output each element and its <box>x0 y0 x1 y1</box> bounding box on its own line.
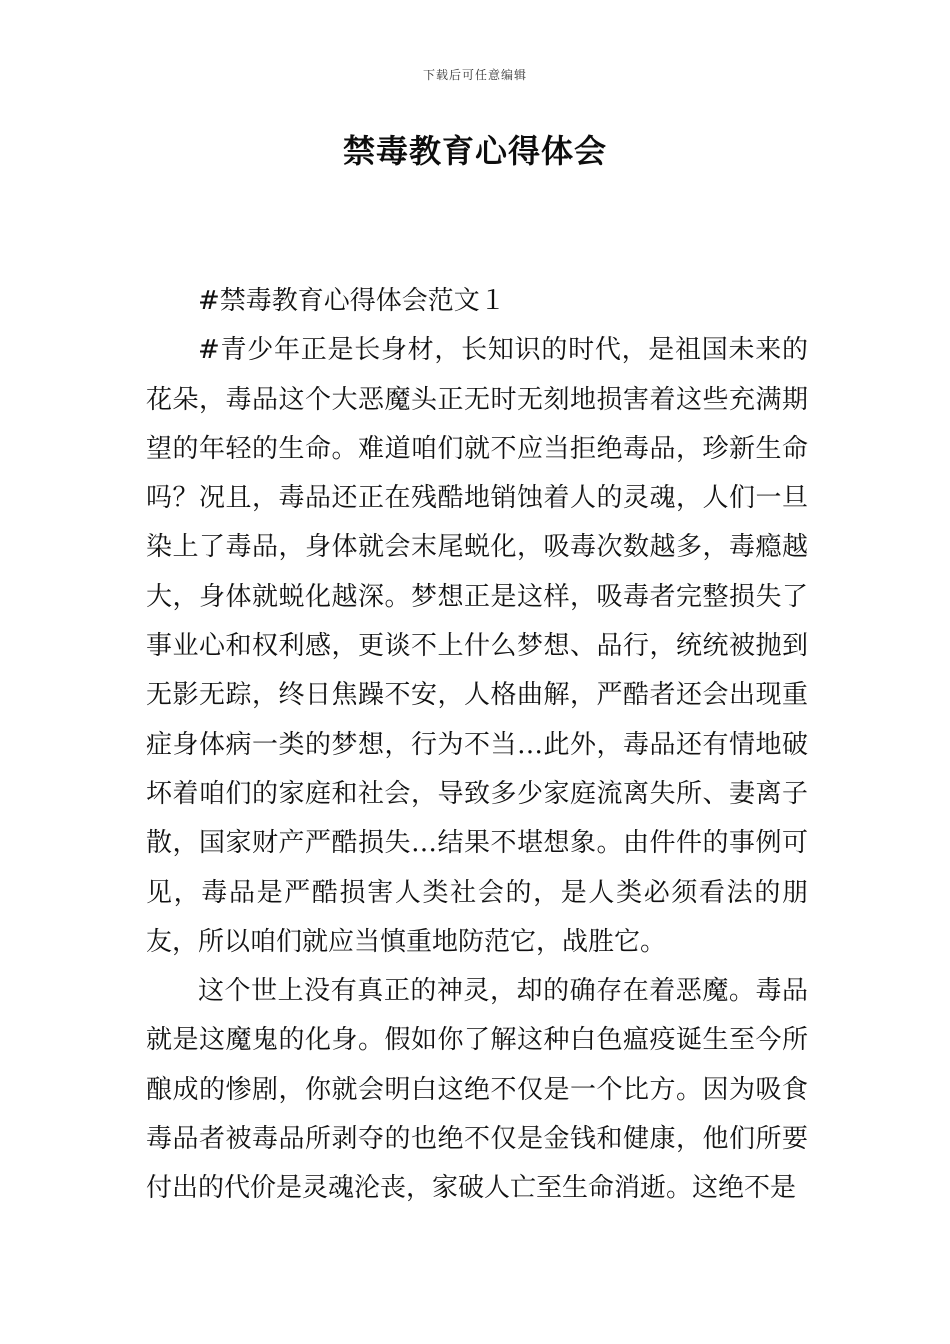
paragraph-section-heading: #禁毒教育心得体会范文１ <box>198 286 506 316</box>
document-title: 禁毒教育心得体会 <box>342 132 607 170</box>
paragraph-1: #青少年正是长身材，长知识的时代，是祖国未来的花朵，毒品这个大恶魔头正无时无刻地损害着这些充满期望的年轻的生命。难道咱们就不应当拒绝毒品，珍新生命吗？况且，毒品还正在残酷地销蚀着人的灵魂，人们一旦染上了毒品，身体就会末尾蜕化，吸毒次数越多，毒瘾越大，身体就蜕化越深。梦想正是这样，吸毒者完整损失了事业心和权利感，更谈不上什么梦想、品行，统统被抛到无影无踪，终日焦躁不安，人格曲解，严酷者还会出现重症身体病一类的梦想，行为不当…此外，毒品还有情地破坏着咱们的家庭和社会，导致多少家庭流离失所、妻离子散，国家财产严酷损失…结果不堪想象。由件件的事例可见，毒品是严酷损害人类社会的，是人类必须看法的朋友，所以咱们就应当慎重地防范它，战胜它。 <box>146 335 808 957</box>
document-body <box>146 277 808 1214</box>
header-note: 下载后可任意编辑 <box>422 68 527 82</box>
paragraph-2: 这个世上没有真正的神灵，却的确存在着恶魔。毒品就是这魔鬼的化身。假如你了解这种白色瘟疫诞生至今所酿成的惨剧，你就会明白这绝不仅是一个比方。因为吸食毒品者被毒品所剥夺的也绝不仅是金钱和健康，他们所要付出的代价是灵魂沦丧，家破人亡至生命消逝。这绝不是 <box>146 976 808 1204</box>
